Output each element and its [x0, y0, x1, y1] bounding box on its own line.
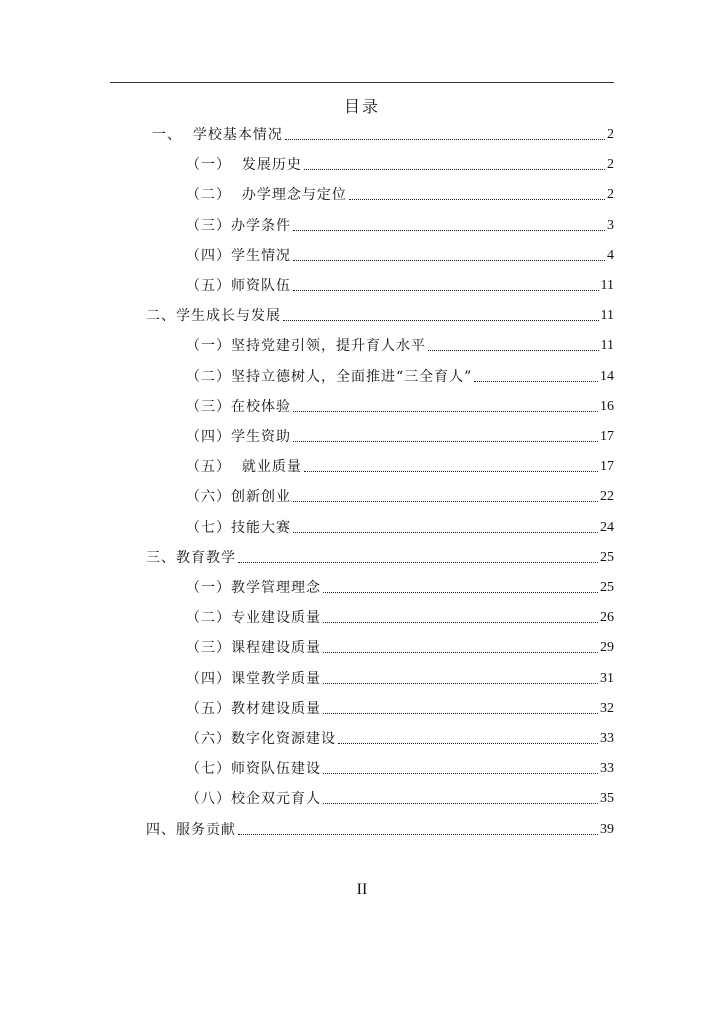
toc-entry-label: （三）课程建设质量 — [186, 640, 321, 657]
toc-entry[interactable] — [186, 364, 614, 386]
toc-entry-page: 35 — [600, 791, 614, 807]
toc-entry-page: 11 — [600, 338, 614, 354]
toc-dot-leader — [293, 441, 598, 442]
toc-entry-page: 14 — [600, 368, 614, 384]
toc-entry-label: （二） 办学理念与定位 — [186, 187, 347, 204]
toc-entry-label: 三、教育教学 — [146, 549, 236, 566]
toc-entry[interactable] — [186, 575, 614, 597]
toc-dot-leader — [304, 471, 598, 472]
toc-entry-page: 2 — [607, 157, 614, 173]
toc-dot-leader — [238, 834, 598, 835]
toc-entry-page: 11 — [600, 308, 614, 324]
toc-entry-label: （一）坚持党建引领，提升育人水平 — [186, 338, 426, 355]
toc-entry[interactable] — [186, 424, 614, 446]
toc-entry[interactable] — [146, 303, 614, 325]
toc-entry-label: （一）教学管理理念 — [186, 580, 321, 596]
toc-entry-label: （五）师资队伍 — [186, 278, 291, 294]
toc-entry-page: 26 — [600, 610, 614, 626]
toc-dot-leader — [428, 350, 599, 351]
toc-entry-label: 四、服务贡献 — [146, 821, 236, 838]
toc-dot-leader — [323, 713, 598, 714]
toc-entry-page: 22 — [600, 489, 614, 505]
toc-entry-label: 一、 学校基本情况 — [152, 127, 283, 143]
toc-entry-page: 39 — [600, 821, 614, 837]
toc-entry[interactable] — [186, 454, 614, 476]
toc-dot-leader — [323, 803, 598, 804]
toc-entry-page: 32 — [600, 700, 614, 716]
toc-entry-label: 二、学生成长与发展 — [146, 308, 281, 325]
toc-entry-label: （五） 就业质量 — [186, 459, 302, 476]
toc-entry-page: 24 — [600, 519, 614, 535]
toc-dot-leader — [293, 411, 598, 412]
toc-entry-label: （七）师资队伍建设 — [186, 761, 321, 778]
toc-dot-leader — [293, 230, 605, 231]
toc-entry-page: 31 — [600, 670, 614, 686]
toc-dot-leader — [238, 562, 598, 563]
toc-dot-leader — [323, 652, 598, 653]
toc-dot-leader — [293, 260, 605, 261]
toc-entry[interactable] — [186, 786, 614, 808]
toc-entry-page: 17 — [600, 459, 614, 475]
toc-dot-leader — [304, 169, 605, 170]
toc-entry-label: （三）办学条件 — [186, 217, 291, 234]
toc-entry[interactable] — [152, 122, 614, 144]
toc-entry-page: 33 — [600, 731, 614, 746]
page-number: II — [356, 881, 368, 898]
toc-entry-page: 25 — [600, 580, 614, 595]
toc-entry-page: 29 — [600, 640, 614, 656]
toc-entry[interactable] — [186, 273, 614, 295]
toc-entry[interactable] — [186, 484, 614, 506]
header-rule — [110, 82, 614, 83]
toc-entry[interactable] — [186, 756, 614, 778]
toc-dot-leader — [323, 622, 598, 623]
toc-entry-page: 2 — [607, 127, 614, 142]
toc-entry-label: （一） 发展历史 — [186, 157, 302, 174]
toc-entry-page: 4 — [607, 247, 614, 263]
toc-entry-label: （二）专业建设质量 — [186, 610, 321, 627]
toc-entry-page: 16 — [600, 398, 614, 414]
toc-dot-leader — [338, 743, 598, 744]
toc-entry[interactable] — [186, 152, 614, 174]
toc-dot-leader — [283, 320, 599, 321]
toc-entry[interactable] — [186, 515, 614, 537]
toc-entry-page: 25 — [600, 549, 614, 565]
toc-entry[interactable] — [186, 696, 614, 718]
toc-entry-page: 33 — [600, 761, 614, 777]
toc-entry[interactable] — [146, 817, 614, 839]
toc-entry[interactable] — [186, 635, 614, 657]
toc-dot-leader — [293, 501, 598, 502]
toc-entry[interactable] — [186, 333, 614, 355]
toc-entry-label: （六）创新创业 — [186, 489, 291, 506]
toc-entry-label: （四）学生资助 — [186, 429, 291, 445]
toc-entry[interactable] — [186, 605, 614, 627]
toc-dot-leader — [293, 290, 599, 291]
toc-entry[interactable] — [186, 213, 614, 235]
toc-entry[interactable] — [186, 243, 614, 265]
toc-entry-page: 3 — [607, 217, 614, 233]
toc-entry-label: （八）校企双元育人 — [186, 791, 321, 808]
toc-entry-label: （四）课堂教学质量 — [186, 670, 321, 687]
toc-entry-page: 11 — [600, 278, 614, 293]
toc-entry[interactable] — [186, 182, 614, 204]
toc-entry-label: （三）在校体验 — [186, 398, 291, 415]
toc-entry-label: （七）技能大赛 — [186, 519, 291, 536]
toc-entry[interactable] — [186, 726, 614, 748]
toc-dot-leader — [474, 381, 598, 382]
toc-dot-leader — [323, 683, 598, 684]
toc-title: 目录 — [343, 97, 380, 116]
toc-dot-leader — [323, 592, 598, 593]
toc-entry-label: （六）数字化资源建设 — [186, 731, 336, 747]
toc-entry-page: 17 — [600, 429, 614, 444]
toc-dot-leader — [293, 532, 598, 533]
toc-entry[interactable] — [186, 666, 614, 688]
toc-entry[interactable] — [186, 394, 614, 416]
toc-entry-page: 2 — [607, 187, 614, 203]
toc-entry-label: （二）坚持立德树人，全面推进“三全育人” — [186, 368, 473, 385]
toc-dot-leader — [323, 773, 598, 774]
toc-dot-leader — [285, 139, 605, 140]
toc-entry[interactable] — [146, 545, 614, 567]
toc-entry-label: （四）学生情况 — [186, 247, 291, 264]
toc-dot-leader — [349, 199, 605, 200]
toc-entry-label: （五）教材建设质量 — [186, 700, 321, 717]
